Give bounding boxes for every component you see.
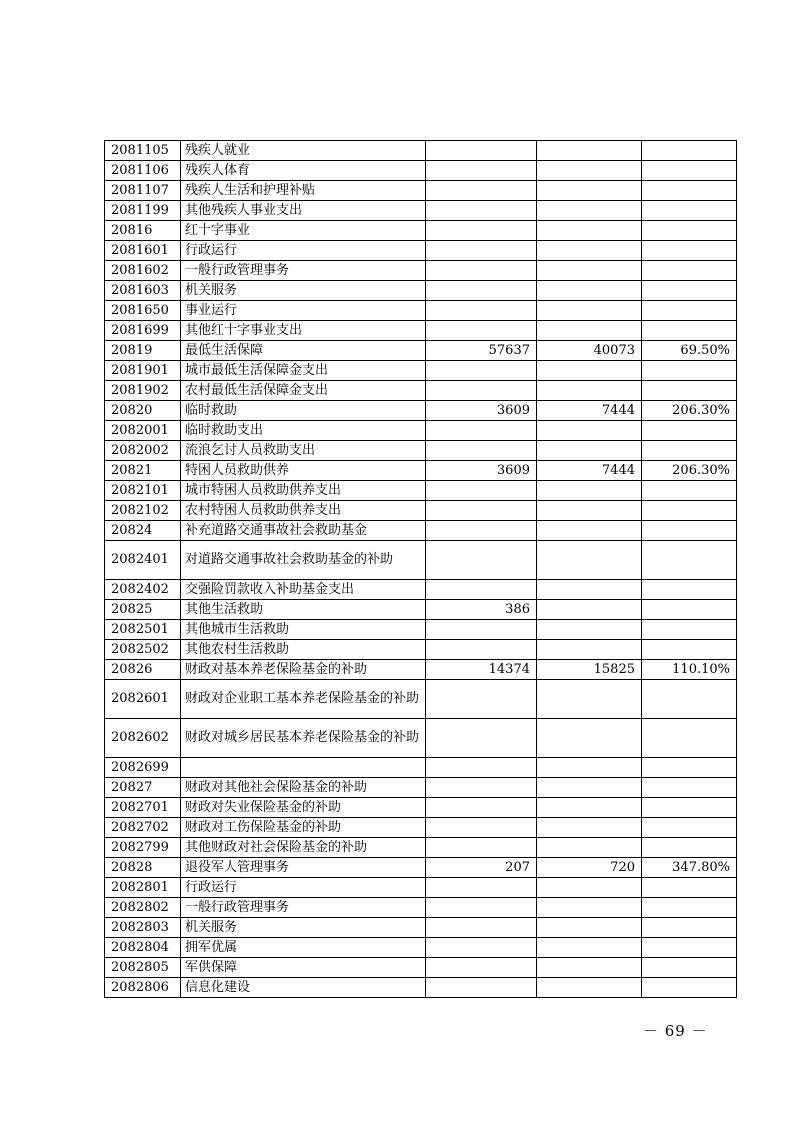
row-code: 2081601: [105, 241, 181, 261]
row-percent: [642, 301, 737, 321]
row-code: 2082001: [105, 421, 181, 441]
table-row: [105, 938, 737, 958]
table-row: [105, 421, 737, 441]
table-row: [105, 898, 737, 918]
row-name: 财政对基本养老保险基金的补助: [181, 660, 426, 680]
table-row: [105, 361, 737, 381]
row-name: 其他红十字事业支出: [181, 321, 426, 341]
row-value-2: [537, 221, 642, 241]
row-code: 2082699: [105, 758, 181, 778]
row-value-2: [537, 838, 642, 858]
row-percent: [642, 381, 737, 401]
row-value-2: 15825: [537, 660, 642, 680]
row-value-1: [426, 778, 537, 798]
row-percent: [642, 281, 737, 301]
table-row: [105, 620, 737, 640]
row-code: 2082502: [105, 640, 181, 660]
row-value-2: [537, 281, 642, 301]
row-percent: [642, 421, 737, 441]
row-value-1: 14374: [426, 660, 537, 680]
row-value-2: [537, 758, 642, 778]
row-name: 军供保障: [181, 958, 426, 978]
row-code: 20819: [105, 341, 181, 361]
row-value-2: [537, 818, 642, 838]
table-row: [105, 481, 737, 501]
row-value-2: [537, 421, 642, 441]
row-value-2: [537, 541, 642, 580]
row-name: 其他财政对社会保险基金的补助: [181, 838, 426, 858]
row-name: 拥军优属: [181, 938, 426, 958]
row-value-1: [426, 441, 537, 461]
row-value-1: [426, 958, 537, 978]
row-code: 20816: [105, 221, 181, 241]
table-row: [105, 818, 737, 838]
table-row: [105, 958, 737, 978]
table-row: [105, 978, 737, 998]
row-code: 2082805: [105, 958, 181, 978]
row-percent: 206.30%: [642, 461, 737, 481]
row-value-2: [537, 441, 642, 461]
row-percent: [642, 620, 737, 640]
row-percent: 206.30%: [642, 401, 737, 421]
table-row: [105, 798, 737, 818]
row-value-2: [537, 201, 642, 221]
row-percent: [642, 501, 737, 521]
row-value-2: [537, 301, 642, 321]
table-row: [105, 838, 737, 858]
row-name: [181, 758, 426, 778]
row-code: 2081902: [105, 381, 181, 401]
table-row: [105, 201, 737, 221]
row-value-1: [426, 321, 537, 341]
table-row: [105, 161, 737, 181]
budget-table-body: [105, 141, 737, 998]
row-value-2: [537, 141, 642, 161]
table-row: [105, 858, 737, 878]
row-code: 2081107: [105, 181, 181, 201]
row-value-2: [537, 918, 642, 938]
row-name: 财政对其他社会保险基金的补助: [181, 778, 426, 798]
table-row: [105, 541, 737, 580]
row-value-2: [537, 501, 642, 521]
row-value-2: [537, 580, 642, 600]
table-row: [105, 241, 737, 261]
row-value-2: [537, 321, 642, 341]
row-value-1: [426, 261, 537, 281]
table-row: [105, 401, 737, 421]
row-name: 财政对城乡居民基本养老保险基金的补助: [181, 719, 426, 758]
row-percent: [642, 938, 737, 958]
row-value-1: 207: [426, 858, 537, 878]
row-value-1: [426, 201, 537, 221]
row-value-2: [537, 181, 642, 201]
table-row: [105, 521, 737, 541]
row-name: 财政对工伤保险基金的补助: [181, 818, 426, 838]
row-value-2: [537, 878, 642, 898]
row-code: 2081105: [105, 141, 181, 161]
row-value-2: 40073: [537, 341, 642, 361]
row-name: 退役军人管理事务: [181, 858, 426, 878]
row-percent: [642, 261, 737, 281]
row-code: 2082102: [105, 501, 181, 521]
row-code: 2082802: [105, 898, 181, 918]
row-code: 2081199: [105, 201, 181, 221]
row-name: 城市最低生活保障金支出: [181, 361, 426, 381]
row-value-1: [426, 818, 537, 838]
row-value-1: [426, 221, 537, 241]
table-row: [105, 918, 737, 938]
row-percent: [642, 898, 737, 918]
row-name: 残疾人生活和护理补贴: [181, 181, 426, 201]
table-row: [105, 778, 737, 798]
row-value-1: [426, 898, 537, 918]
row-name: 行政运行: [181, 878, 426, 898]
row-name: 其他农村生活救助: [181, 640, 426, 660]
row-value-1: [426, 878, 537, 898]
row-code: 20827: [105, 778, 181, 798]
row-name: 残疾人体育: [181, 161, 426, 181]
row-code: 2082804: [105, 938, 181, 958]
row-value-2: [537, 680, 642, 719]
row-name: 临时救助支出: [181, 421, 426, 441]
row-code: 2082501: [105, 620, 181, 640]
row-value-2: [537, 719, 642, 758]
row-value-1: [426, 521, 537, 541]
row-value-1: [426, 978, 537, 998]
row-value-1: [426, 640, 537, 660]
row-value-2: [537, 620, 642, 640]
row-value-2: [537, 640, 642, 660]
row-percent: [642, 241, 737, 261]
row-value-2: [537, 481, 642, 501]
table-row: [105, 181, 737, 201]
row-value-1: [426, 301, 537, 321]
row-value-2: [537, 958, 642, 978]
table-row: [105, 680, 737, 719]
row-value-1: [426, 719, 537, 758]
row-percent: [642, 958, 737, 978]
row-percent: [642, 838, 737, 858]
row-value-1: [426, 181, 537, 201]
row-value-2: [537, 361, 642, 381]
row-name: 一般行政管理事务: [181, 261, 426, 281]
table-row: [105, 461, 737, 481]
row-value-2: 720: [537, 858, 642, 878]
row-value-2: [537, 978, 642, 998]
row-name: 财政对失业保险基金的补助: [181, 798, 426, 818]
row-value-1: [426, 381, 537, 401]
row-percent: [642, 818, 737, 838]
row-percent: [642, 640, 737, 660]
row-code: 2081650: [105, 301, 181, 321]
budget-table: [104, 140, 737, 998]
row-value-2: [537, 241, 642, 261]
row-name: 一般行政管理事务: [181, 898, 426, 918]
row-value-2: 7444: [537, 461, 642, 481]
row-name: 补充道路交通事故社会救助基金: [181, 521, 426, 541]
row-value-2: 7444: [537, 401, 642, 421]
row-percent: [642, 201, 737, 221]
table-row: [105, 281, 737, 301]
row-value-2: [537, 938, 642, 958]
row-percent: [642, 321, 737, 341]
row-percent: 110.10%: [642, 660, 737, 680]
row-percent: [642, 181, 737, 201]
row-value-1: [426, 501, 537, 521]
table-row: [105, 321, 737, 341]
row-value-1: [426, 141, 537, 161]
row-value-1: [426, 281, 537, 301]
row-code: 20820: [105, 401, 181, 421]
row-value-1: [426, 241, 537, 261]
row-name: 残疾人就业: [181, 141, 426, 161]
row-value-2: [537, 381, 642, 401]
row-code: 20821: [105, 461, 181, 481]
table-row: [105, 341, 737, 361]
row-code: 2081699: [105, 321, 181, 341]
row-percent: [642, 521, 737, 541]
table-row: [105, 501, 737, 521]
table-row: [105, 301, 737, 321]
row-value-1: 57637: [426, 341, 537, 361]
row-percent: [642, 778, 737, 798]
row-value-1: [426, 680, 537, 719]
row-code: 2081106: [105, 161, 181, 181]
table-row: [105, 221, 737, 241]
row-name: 流浪乞讨人员救助支出: [181, 441, 426, 461]
row-name: 其他城市生活救助: [181, 620, 426, 640]
row-value-1: [426, 838, 537, 858]
row-value-1: [426, 758, 537, 778]
row-name: 行政运行: [181, 241, 426, 261]
row-name: 其他残疾人事业支出: [181, 201, 426, 221]
row-name: 其他生活救助: [181, 600, 426, 620]
row-value-1: [426, 421, 537, 441]
row-code: 2082806: [105, 978, 181, 998]
row-value-2: [537, 798, 642, 818]
table-row: [105, 261, 737, 281]
table-row: [105, 441, 737, 461]
row-code: 2082101: [105, 481, 181, 501]
row-value-1: 386: [426, 600, 537, 620]
row-code: 2082803: [105, 918, 181, 938]
row-value-2: [537, 161, 642, 181]
row-name: 特困人员救助供养: [181, 461, 426, 481]
table-row: [105, 381, 737, 401]
row-code: 20828: [105, 858, 181, 878]
row-code: 2082702: [105, 818, 181, 838]
row-name: 临时救助: [181, 401, 426, 421]
row-name: 对道路交通事故社会救助基金的补助: [181, 541, 426, 580]
row-percent: [642, 481, 737, 501]
row-code: 2082801: [105, 878, 181, 898]
row-code: 2082601: [105, 680, 181, 719]
row-percent: [642, 161, 737, 181]
page-number: － 69 －: [643, 1022, 708, 1040]
row-name: 城市特困人员救助供养支出: [181, 481, 426, 501]
row-value-1: 3609: [426, 401, 537, 421]
row-name: 农村最低生活保障金支出: [181, 381, 426, 401]
row-percent: [642, 580, 737, 600]
row-name: 信息化建设: [181, 978, 426, 998]
row-percent: [642, 600, 737, 620]
row-value-1: [426, 361, 537, 381]
row-code: 2081602: [105, 261, 181, 281]
row-value-1: [426, 938, 537, 958]
row-value-1: [426, 481, 537, 501]
row-code: 2082602: [105, 719, 181, 758]
row-percent: [642, 680, 737, 719]
row-name: 交强险罚款收入补助基金支出: [181, 580, 426, 600]
table-row: [105, 878, 737, 898]
row-code: 20826: [105, 660, 181, 680]
row-percent: [642, 758, 737, 778]
table-row: [105, 719, 737, 758]
row-name: 机关服务: [181, 281, 426, 301]
row-value-1: [426, 541, 537, 580]
table-row: [105, 640, 737, 660]
row-percent: [642, 221, 737, 241]
row-percent: [642, 798, 737, 818]
row-percent: [642, 719, 737, 758]
row-percent: [642, 918, 737, 938]
row-value-1: 3609: [426, 461, 537, 481]
row-value-2: [537, 261, 642, 281]
row-value-2: [537, 521, 642, 541]
table-row: [105, 600, 737, 620]
row-value-1: [426, 161, 537, 181]
table-row: [105, 580, 737, 600]
row-code: 20825: [105, 600, 181, 620]
row-value-1: [426, 798, 537, 818]
row-name: 事业运行: [181, 301, 426, 321]
table-row: [105, 758, 737, 778]
row-value-1: [426, 918, 537, 938]
row-percent: [642, 361, 737, 381]
row-name: 农村特困人员救助供养支出: [181, 501, 426, 521]
row-percent: 347.80%: [642, 858, 737, 878]
row-value-1: [426, 580, 537, 600]
row-code: 2082401: [105, 541, 181, 580]
row-value-2: [537, 778, 642, 798]
row-percent: [642, 441, 737, 461]
row-percent: [642, 978, 737, 998]
row-name: 红十字事业: [181, 221, 426, 241]
row-name: 机关服务: [181, 918, 426, 938]
row-code: 2081603: [105, 281, 181, 301]
table-row: [105, 660, 737, 680]
row-percent: [642, 878, 737, 898]
row-name: 财政对企业职工基本养老保险基金的补助: [181, 680, 426, 719]
row-name: 最低生活保障: [181, 341, 426, 361]
row-value-2: [537, 898, 642, 918]
row-code: 2082701: [105, 798, 181, 818]
row-code: 2081901: [105, 361, 181, 381]
row-percent: [642, 141, 737, 161]
row-percent: 69.50%: [642, 341, 737, 361]
row-code: 2082402: [105, 580, 181, 600]
row-code: 20824: [105, 521, 181, 541]
row-value-2: [537, 600, 642, 620]
table-row: [105, 141, 737, 161]
row-code: 2082799: [105, 838, 181, 858]
row-code: 2082002: [105, 441, 181, 461]
row-value-1: [426, 620, 537, 640]
row-percent: [642, 541, 737, 580]
